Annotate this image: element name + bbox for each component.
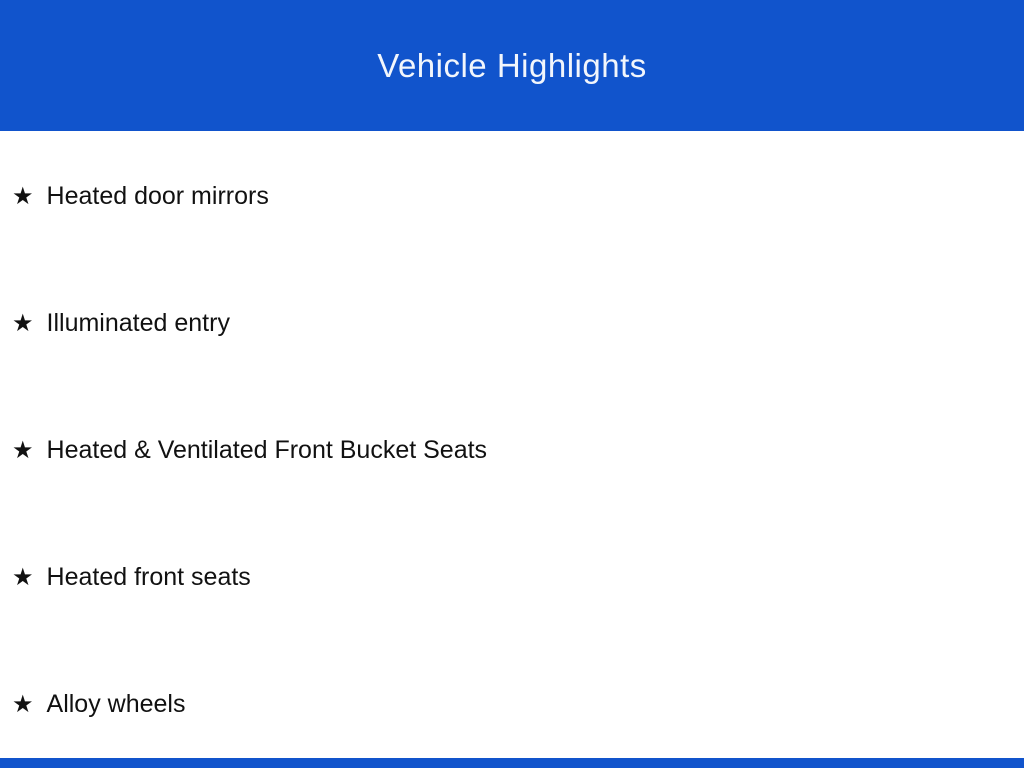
footer-accent-bar bbox=[0, 758, 1024, 768]
list-item-label: Alloy wheels bbox=[46, 690, 186, 718]
list-item bbox=[12, 562, 1004, 592]
list-item bbox=[12, 308, 1004, 338]
list-item-label: Heated door mirrors bbox=[46, 182, 269, 210]
list-item bbox=[12, 181, 1004, 211]
star-icon: ★ bbox=[12, 690, 34, 718]
list-item-label: Illuminated entry bbox=[46, 309, 230, 337]
star-icon: ★ bbox=[12, 436, 34, 464]
star-icon: ★ bbox=[12, 182, 34, 210]
star-icon: ★ bbox=[12, 563, 34, 591]
page-title: Vehicle Highlights bbox=[377, 46, 647, 84]
list-item-label: Heated front seats bbox=[46, 563, 251, 591]
highlights-list bbox=[0, 131, 1024, 719]
list-item-label: Heated & Ventilated Front Bucket Seats bbox=[46, 436, 488, 464]
list-item bbox=[12, 689, 1004, 719]
star-icon: ★ bbox=[12, 309, 34, 337]
title-bar bbox=[0, 0, 1024, 131]
list-item bbox=[12, 435, 1004, 465]
